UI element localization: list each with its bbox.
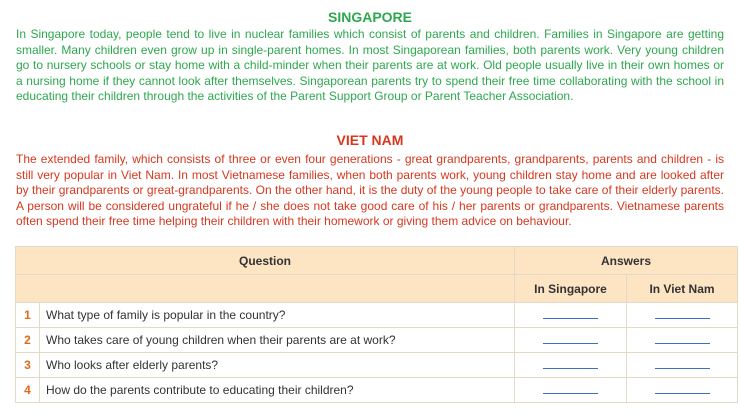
singapore-column-header: In Singapore	[515, 275, 627, 303]
table-subheader-row	[16, 275, 738, 303]
row-question: What type of family is popular in the country?	[40, 303, 515, 328]
question-subheader-blank	[16, 275, 515, 303]
vietnam-answer-blank[interactable]	[627, 353, 738, 378]
row-question: Who looks after elderly parents?	[40, 353, 515, 378]
vietnam-answer-blank[interactable]	[627, 303, 738, 328]
singapore-title: SINGAPORE	[327, 9, 412, 25]
table-header-row	[16, 247, 738, 275]
table-row	[16, 328, 738, 353]
row-number: 2	[16, 328, 40, 353]
singapore-answer-blank[interactable]	[515, 303, 627, 328]
answers-header: Answers	[515, 247, 738, 275]
row-number: 1	[16, 303, 40, 328]
singapore-answer-blank[interactable]	[515, 353, 627, 378]
vietnam-answer-blank[interactable]	[627, 378, 738, 403]
vietnam-column-header: In Viet Nam	[627, 275, 738, 303]
comparison-table	[15, 246, 738, 403]
table-row	[16, 353, 738, 378]
table-row	[16, 378, 738, 403]
row-number: 3	[16, 353, 40, 378]
vietnam-answer-blank[interactable]	[627, 328, 738, 353]
row-question: How do the parents contribute to educating their children?	[40, 378, 515, 403]
singapore-paragraph: In Singapore today, people tend to live in nuclear families which consist of parents and children. Families in Singapore are getting smaller. Many children even grow up in single-parent homes. In most Singaporean families, both parents work. Very young children go to nursery schools or stay home with a child-minder when their parents are at work. Old people usually live in their own homes or a nursing home if they cannot look after themselves. Singaporean parents try to spend their free time collaborating with the school in educating their children through the activities of the Parent Support Group or Parent Teacher Association.	[16, 27, 724, 104]
vietnam-title: VIET NAM	[336, 131, 404, 148]
singapore-answer-blank[interactable]	[515, 378, 627, 403]
vietnam-paragraph: The extended family, which consists of three or even four generations - great grandparents, grandparents, parents and children - is still very popular in Viet Nam. In most Vietnamese families, when both parents work, young children stay home and are looked after by their grandparents or great-grandparents. On the other hand, it is the duty of the young people to take care of their elderly parents. A person will be considered ungrateful if he / she does not take good care of his / her parents or grandparents. Vietnamese parents often spend their free time helping their children with their homework or giving them advice on behaviour.	[16, 151, 724, 229]
row-question: Who takes care of young children when their parents are at work?	[40, 328, 515, 353]
row-number: 4	[16, 378, 40, 403]
question-header: Question	[16, 247, 515, 275]
singapore-answer-blank[interactable]	[515, 328, 627, 353]
table-row	[16, 303, 738, 328]
